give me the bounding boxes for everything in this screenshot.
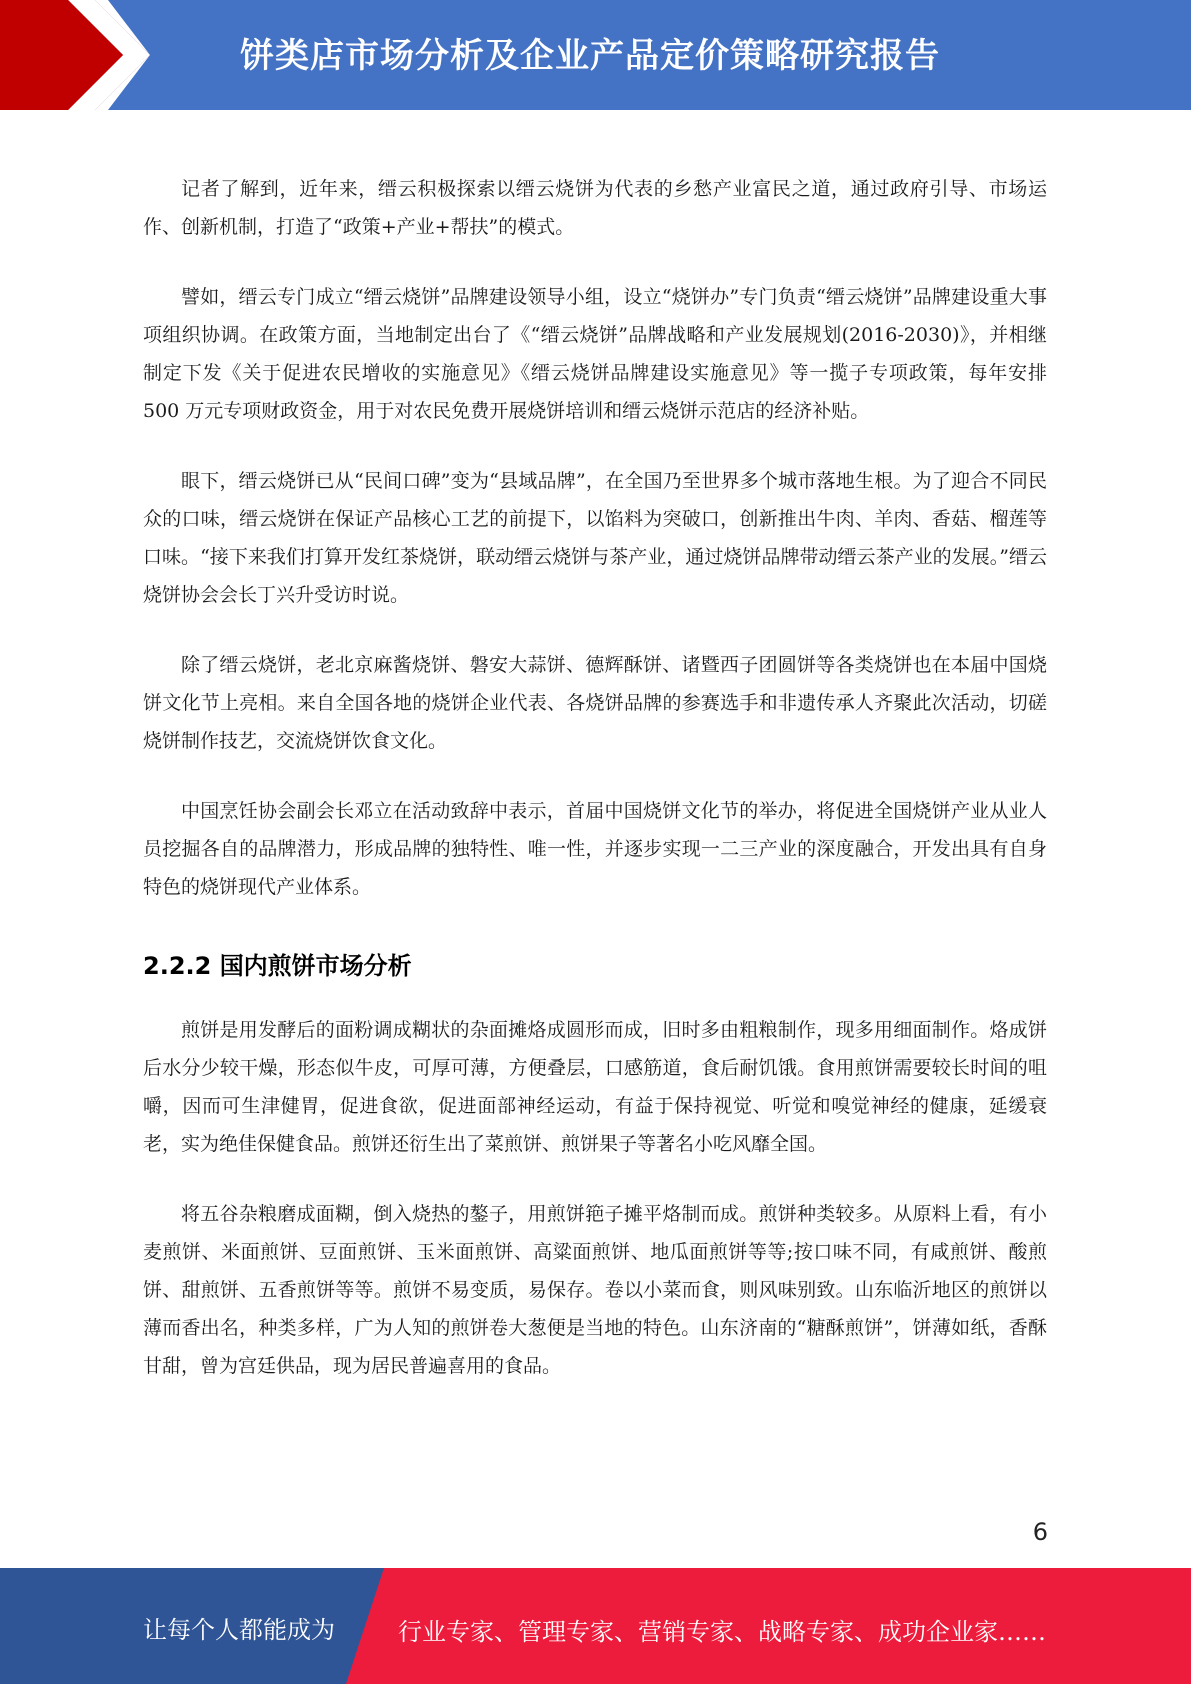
paragraph: 中国烹饪协会副会长邓立在活动致辞中表示，首届中国烧饼文化节的举办，将促进全国烧饼产业从业人员挖掘各自的品牌潜力，形成品牌的独特性、唯一性，并逐步实现一二三产业的深度融合，开发出具有自身特色的烧饼现代产业体系。	[143, 800, 1047, 898]
paragraph: 除了缙云烧饼，老北京麻酱烧饼、磐安大蒜饼、德辉酥饼、诸暨西子团圆饼等各类烧饼也在本届中国烧饼文化节上亮相。来自全国各地的烧饼企业代表、各烧饼品牌的参赛选手和非遗传承人齐聚此次活动，切磋烧饼制作技艺，交流烧饼饮食文化。	[143, 654, 1047, 752]
header-title: 饼类店市场分析及企业产品定价策略研究报告	[240, 36, 940, 76]
paragraph: 记者了解到，近年来，缙云积极探索以缙云烧饼为代表的乡愁产业富民之道，通过政府引导、市场运作、创新机制，打造了“政策+产业+帮扶”的模式。	[143, 178, 1047, 238]
footer-slogan-right: 行业专家、管理专家、营销专家、战略专家、成功企业家……	[398, 1618, 1046, 1646]
footer-slogan-left: 让每个人都能成为	[143, 1616, 335, 1644]
paragraph: 譬如，缙云专门成立“缙云烧饼”品牌建设领导小组，设立“烧饼办”专门负责“缙云烧饼”品牌建设重大事项组织协调。在政策方面，当地制定出台了《“缙云烧饼”品牌战略和产业发展规划(2016-2030)》，并相继制定下发《关于促进农民增收的实施意见》《缙云烧饼品牌建设实施意见》等一揽子专项政策，每年安排 500 万元专项财政资金，用于对农民免费开展烧饼培训和缙云烧饼示范店的经济补贴。	[143, 286, 1047, 422]
paragraph: 将五谷杂粮磨成面糊，倒入烧热的鏊子，用煎饼筢子摊平烙制而成。煎饼种类较多。从原料上看，有小麦煎饼、米面煎饼、豆面煎饼、玉米面煎饼、高粱面煎饼、地瓜面煎饼等等;按口味不同，有咸煎饼、酸煎饼、甜煎饼、五香煎饼等等。煎饼不易变质，易保存。卷以小菜而食，则风味别致。山东临沂地区的煎饼以薄而香出名，种类多样，广为人知的煎饼卷大葱便是当地的特色。山东济南的“糖酥煎饼”，饼薄如纸，香酥甘甜，曾为宫廷供品，现为居民普遍喜用的食品。	[143, 1203, 1047, 1377]
page-number: 6	[1032, 1518, 1048, 1546]
footer-banner	[0, 1568, 1191, 1684]
paragraph: 眼下，缙云烧饼已从“民间口碑”变为“县域品牌”，在全国乃至世界多个城市落地生根。为了迎合不同民众的口味，缙云烧饼在保证产品核心工艺的前提下，以馅料为突破口，创新推出牛肉、羊肉、香菇、榴莲等口味。“接下来我们打算开发红茶烧饼，联动缙云烧饼与茶产业，通过烧饼品牌带动缙云茶产业的发展。”缙云烧饼协会会长丁兴升受访时说。	[143, 470, 1047, 606]
document-body	[143, 170, 1047, 1417]
header-banner	[0, 0, 1191, 110]
section-heading: 2.2.2 国内煎饼市场分析	[143, 952, 412, 980]
paragraph: 煎饼是用发酵后的面粉调成糊状的杂面摊烙成圆形而成，旧时多由粗粮制作，现多用细面制作。烙成饼后水分少较干燥，形态似牛皮，可厚可薄，方便叠层，口感筋道，食后耐饥饿。食用煎饼需要较长时间的咀嚼，因而可生津健胃，促进食欲，促进面部神经运动，有益于保持视觉、听觉和嗅觉神经的健康，延缓衰老，实为绝佳保健食品。煎饼还衍生出了菜煎饼、煎饼果子等著名小吃风靡全国。	[143, 1019, 1047, 1155]
